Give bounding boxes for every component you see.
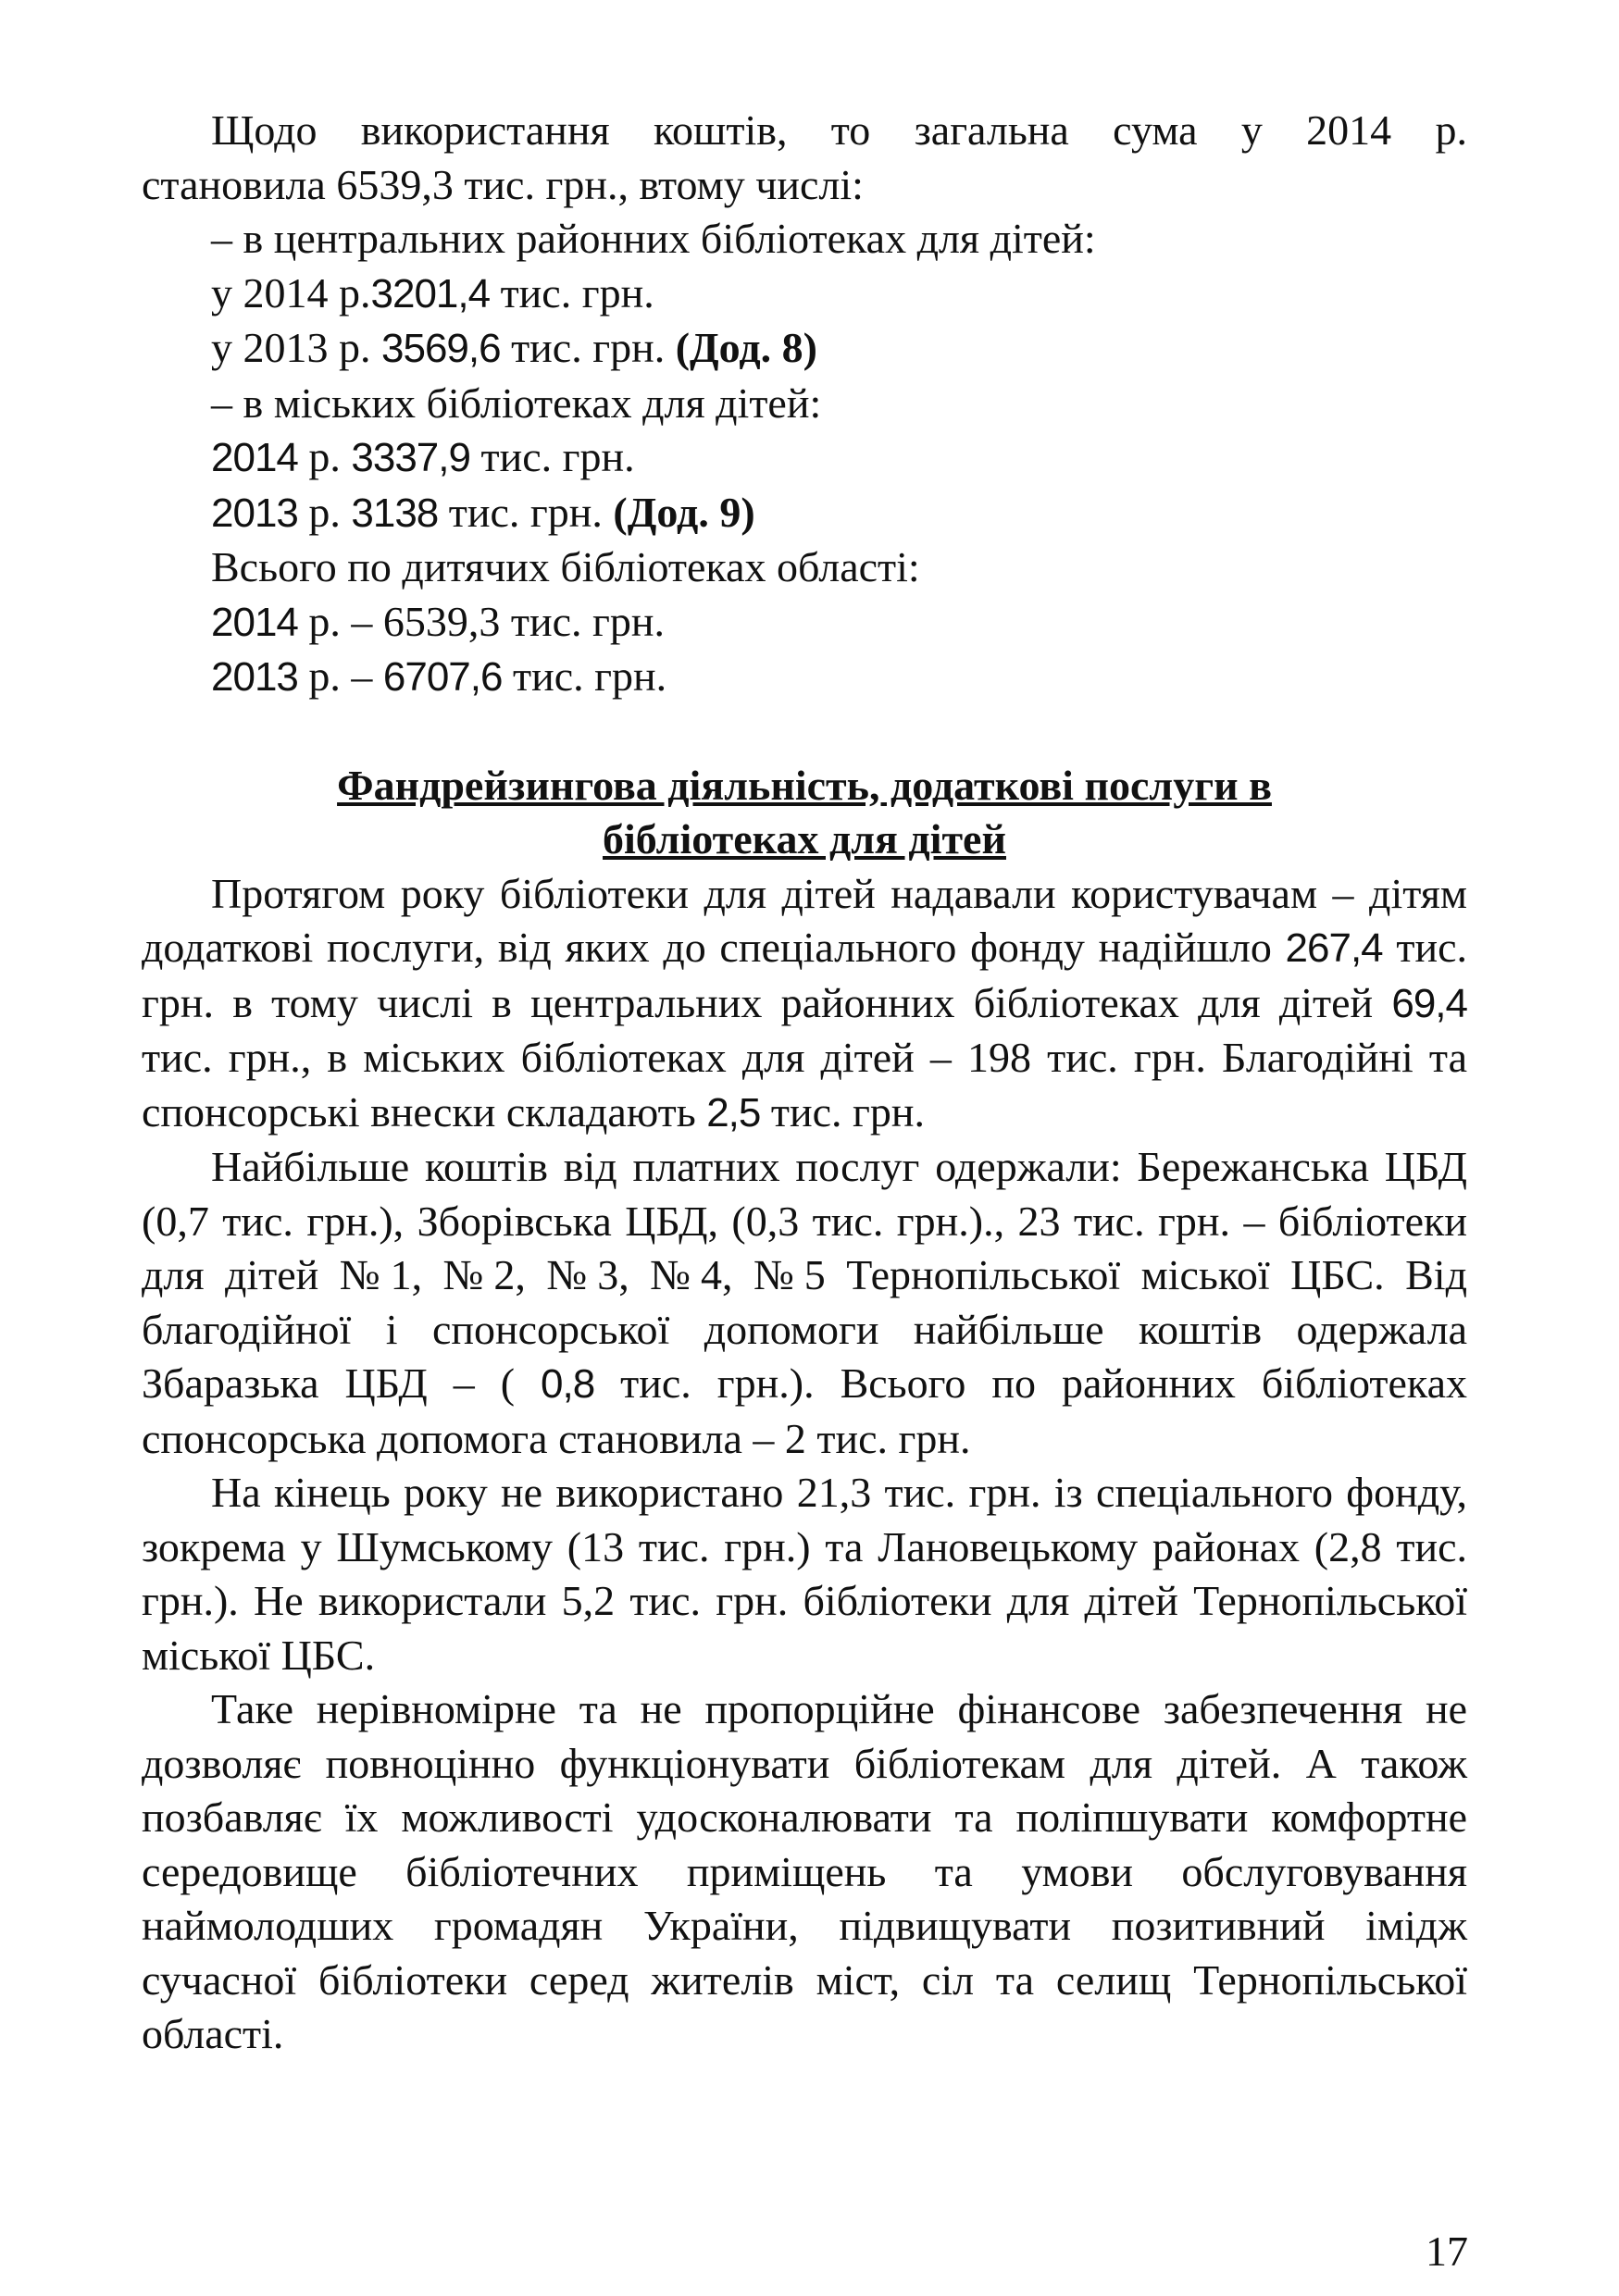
city-2013-year: 2013	[211, 490, 298, 536]
total-label-text: Всього по дитячих бібліотеках області:	[211, 543, 920, 590]
total-2013-post: тис. грн.	[502, 652, 667, 700]
total-2014	[142, 595, 1467, 651]
paragraph-unused-funds: На кінець року не використано 21,3 тис. грн. із спеціального фонду, зокрема у Шумському (13 тис. грн.) та Лановецькому районах (2,8 тис. грн.). Не використали 5,2 тис. грн. бібліотеки для дітей Тернопільської міської ЦБС.	[142, 1469, 1467, 1679]
city-label	[142, 377, 1467, 431]
section-heading-line-1: Фандрейзингова діяльність, додаткові послуги в	[337, 761, 1272, 809]
city-2014-mid: р.	[297, 433, 352, 480]
total-2013	[142, 650, 1467, 705]
intro-text-2: становила 6539,3 тис. грн., втому числі:	[142, 160, 864, 208]
city-2013-mid: р.	[297, 488, 352, 536]
para1-value-3: 2,5	[706, 1089, 761, 1136]
central-2013-ref: (Дод. 8)	[675, 324, 817, 371]
central-label	[142, 212, 1467, 267]
city-2014-post: тис. грн.	[469, 433, 635, 480]
para1-text-c: тис. грн., в міських бібліотеках для дітей – 198 тис. грн. Благодійні та спонсорські внески складають	[142, 1034, 1467, 1136]
intro-line-1	[142, 104, 1467, 158]
central-2013-value: 3569,6	[381, 326, 501, 371]
central-2014-value: 3201,4	[370, 270, 491, 316]
central-2014	[142, 267, 1467, 322]
central-2013-pre: у 2013 р.	[211, 324, 381, 371]
city-2013-value: 3138	[351, 490, 439, 536]
central-2014-pre: у 2014 р.	[211, 268, 371, 316]
central-2013-post: тис. грн.	[500, 324, 676, 371]
paragraph-paid-services	[142, 1140, 1467, 1466]
city-2013	[142, 486, 1467, 541]
city-2013-post: тис. грн.	[438, 488, 614, 536]
section-heading-line-2: бібліотеках для дітей	[603, 815, 1006, 863]
intro-line-2	[142, 158, 1467, 213]
para2-text-b: тис. грн.). Всього по районних бібліотеках спонсорська допомога становила – 2 тис. грн.	[142, 1359, 1467, 1462]
para1-value-2: 69,4	[1391, 980, 1467, 1026]
para1-text-d: тис. грн.	[760, 1087, 925, 1136]
city-2014-value: 3337,9	[351, 435, 470, 480]
city-2014	[142, 430, 1467, 486]
city-2013-ref: (Дод. 9)	[613, 488, 755, 536]
central-label-text: – в центральних районних бібліотеках для дітей:	[211, 215, 1096, 262]
total-label	[142, 540, 1467, 595]
para2-value-1: 0,8	[541, 1361, 595, 1407]
central-2013	[142, 321, 1467, 377]
total-2013-value: 6707,6	[382, 654, 503, 700]
central-2014-post: тис. грн.	[490, 268, 654, 316]
total-2013-year: 2013	[211, 654, 298, 700]
paragraph-additional-services	[142, 867, 1467, 1141]
city-2014-year: 2014	[211, 435, 298, 480]
total-2014-year: 2014	[211, 599, 298, 645]
para1-value-1: 267,4	[1285, 925, 1383, 971]
para1-text-a: Протягом року бібліотеки для дітей надавали користувачам – дітям додаткові послуги, від яких до спеціального фонду надійшло	[142, 869, 1467, 971]
total-2013-mid: р. –	[297, 652, 383, 700]
section-heading	[142, 759, 1467, 867]
intro-text-1: Щодо використання коштів, то загальна сума у 2014 р.	[211, 106, 1467, 154]
paragraph-conclusion: Таке нерівномірне та не пропорційне фінансове забезпечення не дозволяє повноцінно функціонувати бібліотекам для дітей. А також позбавляє їх можливості удосконалювати та поліпшувати комфортне середовище бібліотечних приміщень та умови обслуговування наймолодших громадян України, підвищувати позитивний імідж сучасної бібліотеки серед жителів міст, сіл та селищ Тернопільської області.	[142, 1685, 1467, 2057]
para1-text-b: тис. грн. в тому числі в центральних районних бібліотеках для дітей	[142, 924, 1468, 1026]
para2-text-a: Найбільше коштів від платних послуг одержали: Бережанська ЦБД (0,7 тис. грн.), Зборівська ЦБД, (0,3 тис. грн.)., 23 тис. грн. – бібліотеки для дітей №1, №2, №3, №4, №5 Тернопільської міської ЦБС. Від благодійної і спонсорської допомоги найбільше коштів одержала Збаразька ЦБД – (	[142, 1143, 1467, 1407]
page-number: 17	[1426, 2228, 1468, 2275]
total-2014-text: р. – 6539,3 тис. грн.	[297, 597, 666, 645]
city-label-text: – в міських бібліотеках для дітей:	[211, 379, 822, 427]
document-page	[142, 104, 1467, 2062]
